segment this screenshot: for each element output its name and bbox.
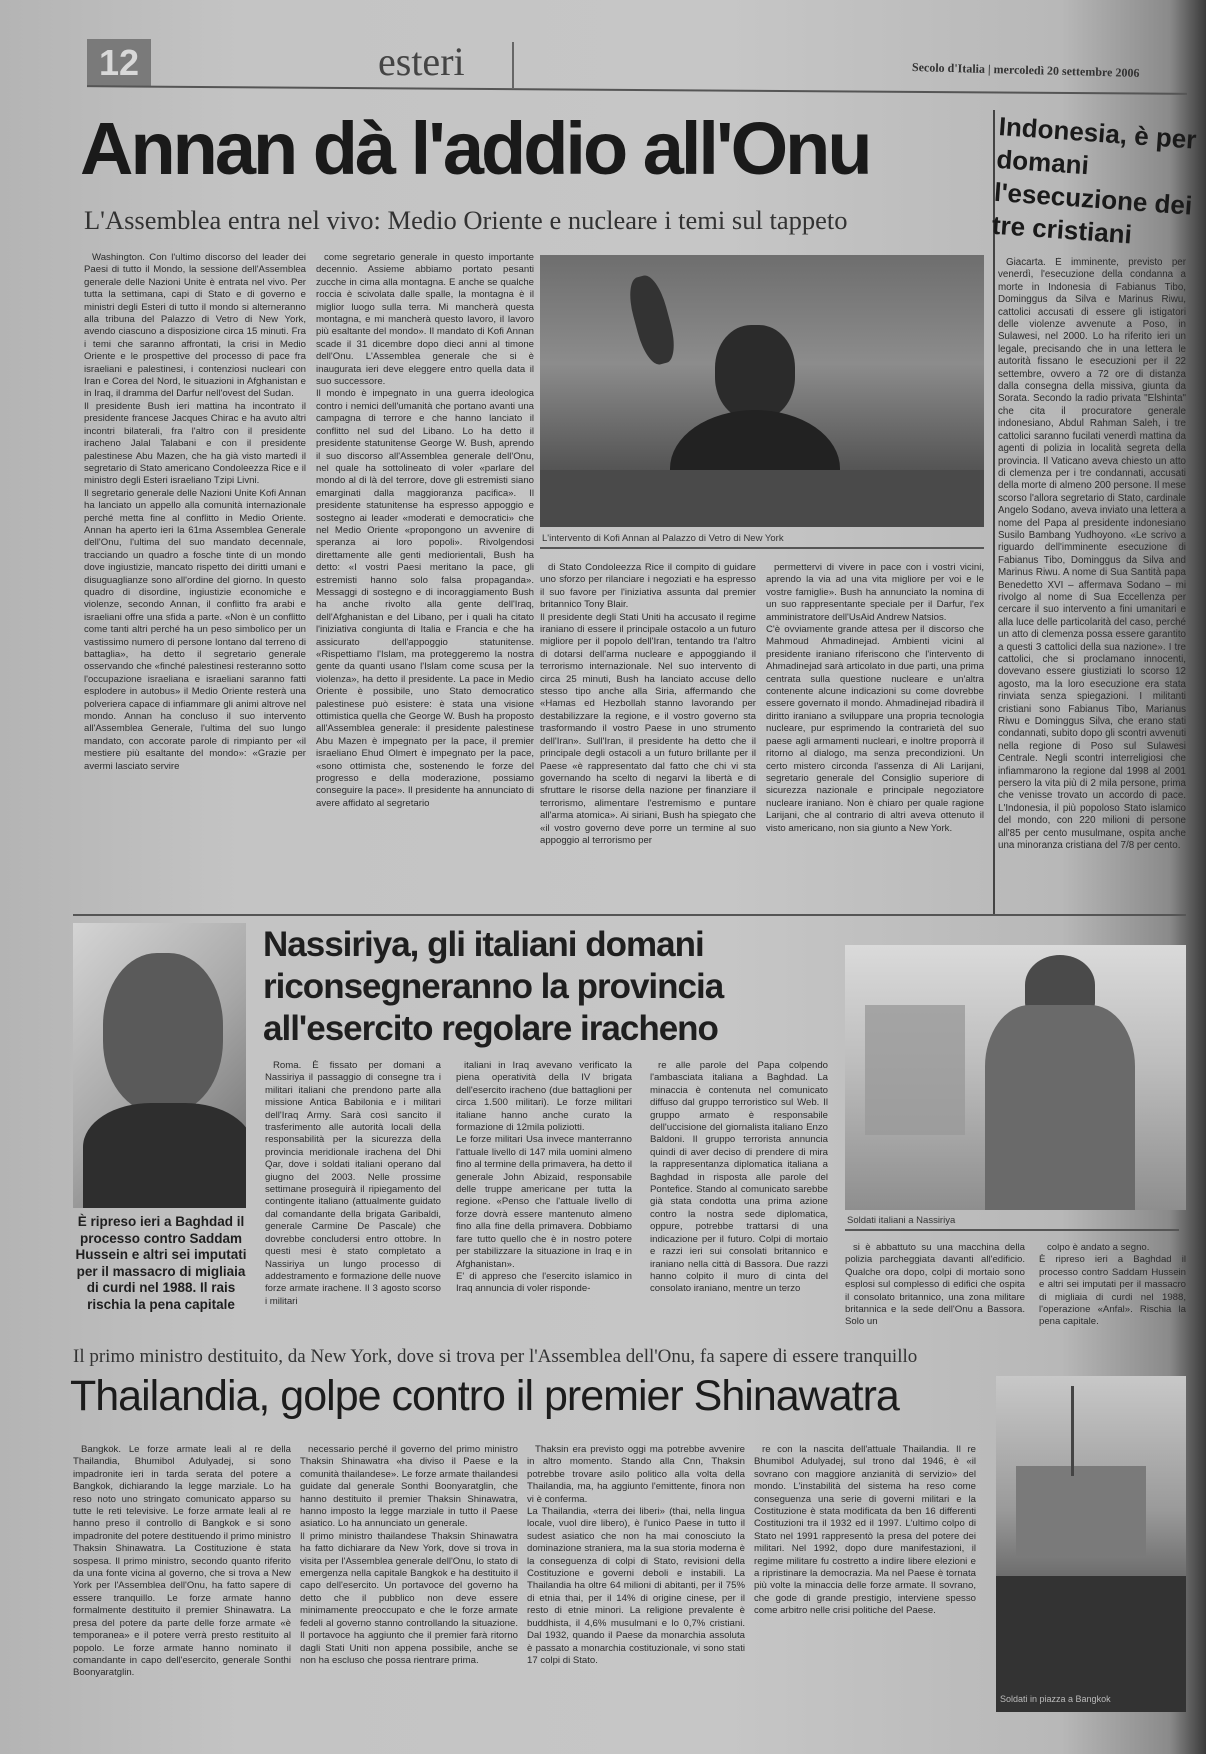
divider — [512, 42, 514, 88]
annan-subhead: L'Assemblea entra nel vivo: Medio Oriente e nucleare i temi sul tappeto — [84, 205, 848, 235]
nassiriya-column-2: italiani in Iraq avevano verificato la piena operatività della IV brigata dell'esercito iracheno (due battaglioni per circa 1.500 militari). Le forze militari italiane hanno anche curato la formazione di 12mila poliziotti. Le forze militari Usa invece manterranno l'attuale livello di 147 mila uomini almeno fino al termine della primavera, ha detto il generale John Abizaid, responsabile delle truppe americane per tutta la regione. «Penso che l'attuale livello di forze dovrà essere mantenuto almeno fino alla fine della primavera. Dobbiamo fare tutto quello che è in nostro potere per stabilizzare la situazione in Iraq e in Afghanistan». E' di appreso che l'esercito islamico in Iraq annuncia di voler risponde- — [456, 1060, 632, 1295]
palace-building — [1016, 1466, 1146, 1556]
portrait-head — [715, 325, 795, 420]
portrait-head — [103, 953, 223, 1113]
annan-photo-caption: L'intervento di Kofi Annan al Palazzo di Vetro di New York — [540, 530, 984, 549]
background-soldiers — [865, 1005, 965, 1135]
flagpole — [1071, 1386, 1074, 1476]
podium — [540, 470, 984, 527]
portrait-body — [83, 1103, 246, 1208]
annan-column-4: permettervi di vivere in pace con i vostri vicini, aprendo la via ad una vita migliore per voi e le vostre famiglie». Bush ha annunciato la nomina di un suo rappresentante speciale per il Darfur, l'ex amministratore dell'UsAid Andrew Natsios. C'è ovviamente grande attesa per il discorso che Mahmoud Ahmadinejad. Ambienti vicini al presidente iraniano riferiscono che l'intervento di Ahmadinejad sarà articolato in due parti, una prima centrata sulla questione nucleare e un'altra contenente alcune indicazioni su come dovrebbe essere governato il mondo. Ahmadinejad ribadirà il diritto iraniano a sviluppare una propria tecnologia nucleare, pur esprimendo la contrarietà del suo paese agli armamenti nucleari, e inoltre proporrà il ritorno al dialogo, ma senza precondizioni. Un certo mistero circonda l'assenza di Ali Larijani, segretario generale del Consiglio superiore di sicurezza nazionale e principale negoziatore nucleare iraniano. Non è chiaro per quale ragione Larijani, che al contrario di altri aveva ottenuto il visto americano, non sia giunto a New York. — [766, 562, 984, 834]
saddam-caption: È ripreso ieri a Baghdad il processo contro Saddam Hussein e altri sei imputati per il massacro di migliaia di curdi nel 1988. Il rais rischia la pena capitale — [75, 1214, 247, 1312]
indonesia-headline: Indonesia, è per domani l'esecuzione dei tre cristiani — [990, 110, 1198, 250]
indonesia-body: Giacarta. È imminente, previsto per venerdì, l'esecuzione della condanna a morte in Indonesia di Fabianus Tibo, Dominggus da Silva e Marinus Riwu, cattolici accusati di essere gli istigatori delle violenze avvenute a Poso, in Sulawesi, nel 2000. Lo ha riferito ieri un legale, precisando che in una lettera le autorità fissano le esecuzioni per il 22 settembre, ovvero a 72 ore di distanza dalla consegna della missiva, giunta da Sorata. Secondo la radio privata "Elshinta" che cita il procuratore generale indonesiano, Abdul Rahman Saleh, i tre cattolici saranno fucilati venerdì mattina da agenti di polizia in località segreta della provincia. Il Vaticano aveva chiesto un atto di clemenza per i tre condannati, accusati della morte di almeno 200 persone. Il mese scorso l'allora segretario di Stato, cardinale Angelo Sodano, aveva inviato una lettera a nome del Papa al presidente indonesiano Susilo Bambang Yudhoyono. «Le scrivo a riguardo dell'imminente esecuzione di Fabianus Tibo, Dominggus da Silva and Marinus Riwu. A nome di Sua Santità papa Benedetto XVI – affermava Sodano – mi rivolgo al nome di Sua Eccellenza per cercare il suo intervento a fini umanitari e alla luce delle particolarità del caso, perché un atto di clemenza possa essere garantito a questi 3 cattolici della sua nazione». I tre cattolici, che si proclamano innocenti, dovevano essere giustiziati lo scorso 12 agosto, ma la loro esecuzione era stata rinviata senza spiegazioni. I militanti cristiani sono Fabianus Tibo, Marianus Riwu e Dominggus Silva, che erano stati condannati, subito dopo gli scontri avvenuti nella regione di Poso sul Sulawesi Centrale. Negli scontri interreligiosi che infiammarono la regione dal 1998 al 2001 persero la vita più di 2 mila persone, prima che venisse trovato un accordo di pace. L'Indonesia, il più popoloso Stato islamico del mondo, con 220 milioni di persone all'85 per cento musulmane, ospita anche una minoranza cristiana del 7/8 per cento. — [998, 257, 1186, 852]
page-number: 12 — [87, 39, 151, 87]
annan-column-2: come segretario generale in questo importante decennio. Assieme abbiamo portato pesanti zucche in cima alla montagna. E anche se qualche roccia è scivolata dalle spalle, la montagna è il miglior luogo sulla terra. Mi mancherà questa montagna, e mi mancherà questo lavoro, il lavoro più esaltante del mondo». Il mandato di Kofi Annan scade il 31 dicembre dopo dieci anni al timone dell'Onu. L'Assemblea generale che si è inaugurata ieri deve eleggere entro quella data il suo successore. Il mondo è impegnato in una guerra ideologica contro i nemici dell'umanità che portano avanti una campagna di terrore e che hanno lanciato il conflitto nel sud del Libano. Lo ha detto il presidente statunitense George W. Bush, aprendo il suo discorso all'Assemblea generale dell'Onu, nel quale ha sottolineato di voler «parlare del mondo al di là del terrore, dove gli estremisti siano emarginati dalla maggioranza pacifica». Il presidente statunitense ha espresso appoggio e sostegno ai leader «moderati e democratici» che nel Medio Oriente «propongono un avvenire di speranza ai loro popoli». Rivolgendosi direttamente alle genti mediorientali, Bush ha detto: «I vostri Paesi meritano la pace, gli estremisti hanno solo falsa propaganda». Messaggi di sostegno e di incoraggiamento Bush ha anche rivolto alla gente dell'Iraq, dell'Afghanistan e del Libano, per i quali ha citato l'iniziativa congiunta di Italia e Francia e che ha assicurato dell'appoggio statunitense. «Rispettiamo l'Islam, ma proteggeremo la nostra gente da quanti usano l'Islam come scusa per la violenza», ha detto il presidente. La pace in Medio Oriente è possibile, uno Stato democratico palestinese può esistere: è stata una visione ottimistica quella che George W. Bush ha proposto all'Assemblea generale: il presidente palestinese Abu Mazen è impegnato per la pace, il premier israeliano Ehud Olmert è impegnato per la pace, «sono ottimista che, sostenendo le forze del progresso e della moderazione, possiamo conseguire la pace». Il presidente ha annunciato di avere affidato al segretario — [316, 252, 534, 809]
annan-photo — [540, 255, 984, 527]
saddam-photo — [73, 923, 246, 1208]
section-rule — [73, 914, 1186, 916]
soldier-body — [985, 1005, 1135, 1210]
masthead-date: Secolo d'Italia | mercoledì 20 settembre 2006 — [911, 60, 1140, 80]
annan-headline: Annan dà l'addio all'Onu — [80, 107, 870, 190]
crowd — [996, 1576, 1186, 1712]
nassiriya-headline: Nassiriya, gli italiani domani riconsegneranno la provincia all'esercito regolare iracheno — [263, 925, 724, 1048]
nassiriya-column-5: colpo è andato a segno. È ripreso ieri a Baghdad il processo contro Saddam Hussein e altri sei imputati per il massacro di migliaia di curdi nel 1988, l'operazione «Anfal». Rischia la pena capitale. — [1039, 1242, 1186, 1328]
annan-column-1: Washington. Con l'ultimo discorso del leader dei Paesi di tutto il Mondo, la sessione dell'Assemblea generale delle Nazioni Unite è entrata nel vivo. Per tutta la settimana, capi di Stato e di governo e ministri degli Esteri di tutto il mondo si alterneranno alla tribuna del Palazzo di Vetro di New York, avendo ciascuno a disposizione circa 15 minuti. Fra i temi che saranno affrontati, la crisi in Medio Oriente e le prospettive del processo di pace fra israeliani e palestinesi, i contenziosi nucleari con Iran e Corea del Nord, le situazioni in Afghanistan e in Iraq, il dramma del Darfur nell'ovest del Sudan. Il presidente Bush ieri mattina ha incontrato il presidente francese Jacques Chirac e ha avuto altri incontri bilaterali, fra l'altro con il presidente iracheno Jalal Talabani e con il presidente palestinese Abu Mazen, che ha già visto martedì il segretario di Stato americano Condoleezza Rice e il ministro degli Esteri israeliano Tzipi Livni. Il segretario generale delle Nazioni Unite Kofi Annan ha lanciato un appello alla comunità internazionale perché metta fine al conflitto in Medio Oriente. Annan ha aperto ieri la 61ma Assemblea Generale dell'Onu, l'ultima del suo mandato decennale, tracciando un quadro a fosche tinte di un mondo dove ingiustizie, mancato rispetto dei diritti umani e disuguaglianze sono all'ordine del giorno. In questo quadro di disordine, ingiustizie economiche e violenze, secondo Annan, il conflitto fra arabi e israeliani offre una sfida a parte. «Non è un conflitto come tanti altri perché ha un peso simbolico per un vastissimo numero di persone lontano dal terreno di battaglia», ha detto il segretario generale osservando che «finché palestinesi resteranno sotto l'occupazione israeliana e israeliani saranno fatti esplodere in autobus» il Medio Oriente resterà una polveriera capace di infiammare gli animi altrove nel mondo. Annan ha concluso il suo intervento all'Assemblea Generale, l'ultima del suo lungo mandato, con accorate parole di rimpianto per «il mestiere più esaltante del mondo»: «Grazie per avermi lasciato servire — [84, 252, 306, 772]
thailand-column-2: necessario perché il governo del primo ministro Thaksin Shinawatra «ha diviso il Paese e la comunità thailandese». Le forze armate thailandesi guidate dal generale Sonthi Boonyaratglin, che hanno destituito il premier Thaksin Shinawatra, hanno imposto la legge marziale in tutto il Paese asiatico. Lo ha annunciato un generale. Il primo ministro thailandese Thaksin Shinawatra ha fatto dichiarare da New York, dove si trova in visita per l'Assemblea generale dell'Onu, lo stato di emergenza nella capitale Bangkok e ha destituito il capo dell'esercito. Un portavoce del governo ha detto che il pubblico non deve essere minimamente preoccupato e che le forze armate fedeli al governo stanno controllando la situazione. Il portavoce ha aggiunto che il premier farà ritorno dagli Stati Uniti non appena possibile, anche se non ha escluso che possa rientrare prima. — [300, 1444, 518, 1666]
thailand-column-1: Bangkok. Le forze armate leali al re della Thailandia, Bhumibol Adulyadej, si sono impadronite ieri in tarda serata del potere a Bangkok, dichiarando la legge marziale. Lo ha reso noto uno stringato comunicato apparso su tutte le reti televisive. Le forze armate leali al re hanno preso il controllo di Bangkok e si sono impadronite del potere destituendo il primo ministro Thaksin Shinawatra. La Costituzione è stata sospesa. Il primo ministro, secondo quanto riferito da una fonte vicina al governo, che si trova a New York per l'Assemblea dell'Onu, ha fatto sapere di essere tranquillo. Le forze armate hanno formalmente destituito il premier Shinawatra. La presa del potere da parte delle forze armate «è temporanea» e il potere verrà presto restituito al popolo. Le forze armate hanno nominato il comandante in capo dell'esercito, generale Sonthi Boonyaratglin. — [73, 1444, 291, 1679]
bangkok-photo-caption: Soldati in piazza a Bangkok — [1000, 1694, 1111, 1704]
header-rule — [87, 85, 1187, 95]
nassiriya-column-1: Roma. È fissato per domani a Nassiriya il passaggio di consegne tra i militari italiani che prendono parte alla missione Antica Babilonia e i militari dell'Iraq Army. Sarà così sancito il trasferimento alle autorità locali della responsabilità per la sicurezza della provincia meridionale irachena del Dhi Qar, dove i soldati italiani operano dal giugno del 2003. Nelle prossime settimane proseguirà il ripiegamento del contingente italiano (attualmente guidato dal comandante della brigata Garibaldi, generale Carmine De Pascale) che dovrebbe concludersi entro ottobre. In questi mesi è stato completato a Nassiriya un lungo processo di addestramento e formazione delle nuove forze armate irachene. Il 3 agosto scorso i militari — [265, 1060, 441, 1307]
thailand-column-4: re con la nascita dell'attuale Thailandia. Il re Bhumibol Adulyadej, sul trono dal 1946, è «il sovrano con maggiore anzianità di servizio» del mondo. L'instabilità del sistema ha reso come conseguenza una serie di governi militari e la Costituzione è stata modificata da ben 16 differenti Costituzioni tra il 1932 ed il 1997. L'ultimo colpo di Stato nel 1991 rappresentò la presa del potere dei militari. Nel 1992, dopo dure manifestazioni, il regime militare fu costretto a indire libere elezioni e a ripristinare la democrazia. Ma nel Paese è tornata più volte la minaccia delle forze armate. Il sovrano, che gode di grande prestigio, interviene spesso come arbitro nelle crisi politiche del Paese. — [754, 1444, 976, 1617]
thailand-column-3: Thaksin era previsto oggi ma potrebbe avvenire in altro momento. Stando alla Cnn, Thaksin potrebbe trovare asilo politico alla volta della Thailandia, ma, ha aggiunto l'emittente, finora non vi è conferma. La Thailandia, «terra dei liberi» (thai, nella lingua locale, vuol dire libero), è l'unico Paese in tutto il sudest asiatico che non ha mai conosciuto la dominazione straniera, ma la sua storia moderna è la conseguenza di colpi di Stato, revisioni della Costituzione e governi deboli e instabili. La Thailandia ha oltre 64 milioni di abitanti, per il 75% di etnia thai, per il 14% di origine cinese, per il resto di etnie minori. La religione prevalente è buddhista, il 4,6% musulmani e lo 0,7% cristiani. Dal 1932, quando il Paese da monarchia assoluta è passato a monarchia costituzionale, vi sono stati 17 colpi di Stato. — [527, 1444, 745, 1666]
bangkok-photo — [996, 1376, 1186, 1712]
thailand-headline: Thailandia, golpe contro il premier Shinawatra — [70, 1372, 899, 1420]
soldiers-photo-caption: Soldati italiani a Nassiriya — [845, 1212, 1179, 1231]
section-title: esteri — [378, 39, 465, 84]
nassiriya-column-4: si è abbattuto su una macchina della polizia parcheggiata davanti all'edificio. Qualche ora dopo, colpi di mortaio sono esplosi sul complesso di edifici che ospita il consolato britannico, una zona militare britannica e la sede dell'Onu a Bassora. Solo un — [845, 1242, 1025, 1328]
thailand-kicker: Il primo ministro destituito, da New York, dove si trova per l'Assemblea dell'Onu, fa sapere di essere tranquillo — [73, 1346, 918, 1367]
annan-column-3: di Stato Condoleezza Rice il compito di guidare uno sforzo per rilanciare i negoziati e ha espresso il suo favore per l'iniziativa assunta dal premier britannico Tony Blair. Il presidente degli Stati Uniti ha accusato il regime iraniano di essere il principale ostacolo a un futuro migliore per il popolo dell'Iran, tentando tra l'altro di dotarsi dell'arma nucleare e appoggiando il terrorismo internazionale. Nel suo intervento di circa 25 minuti, Bush ha lanciato accuse dello stesso tipo anche alla Siria, affermando che «Hamas ed Hezbollah stanno lavorando per destabilizzare la regione, e il vostro governo sta trasformando il vostro Paese in uno strumento dell'Iran». Sull'Iran, il presidente ha detto che il principale degli ostacoli a un futuro brillante per il Paese «è rappresentato dal fatto che chi vi sta governando ha scelto di negarvi la libertà e di sfruttare le risorse della nazione per finanziare il terrorismo, alimentare l'estremismo e puntare all'arma atomica». Ai siriani, Bush ha spiegato che «il vostro governo deve porre un termine al suo appoggio al terrorismo per — [540, 562, 756, 846]
soldiers-photo — [845, 945, 1186, 1210]
raised-hand — [624, 272, 680, 368]
nassiriya-column-3: re alle parole del Papa colpendo l'ambasciata italiana a Baghdad. La minaccia è contenuta nel comunicato diffuso dal gruppo terroristico sul Web. Il gruppo armato è responsabile dell'uccisione del giornalista italiano Enzo Baldoni. Il gruppo terrorista annuncia quindi di aver deciso di prendere di mira la rappresentanza diplomatica italiana a Baghdad in risposta alle parole del Pontefice. Stando al comunicato sarebbe già stata condotta una prima azione contro la nostra sede diplomatica, oppure, potrebbe trattarsi di una indicazione per il futuro. Colpi di mortaio e razzi ieri sui consolati britannico e iraniano nella città di Bassora. Due razzi hanno colpito il muro di cinta del consolato iraniano, mentre un terzo — [650, 1060, 828, 1295]
